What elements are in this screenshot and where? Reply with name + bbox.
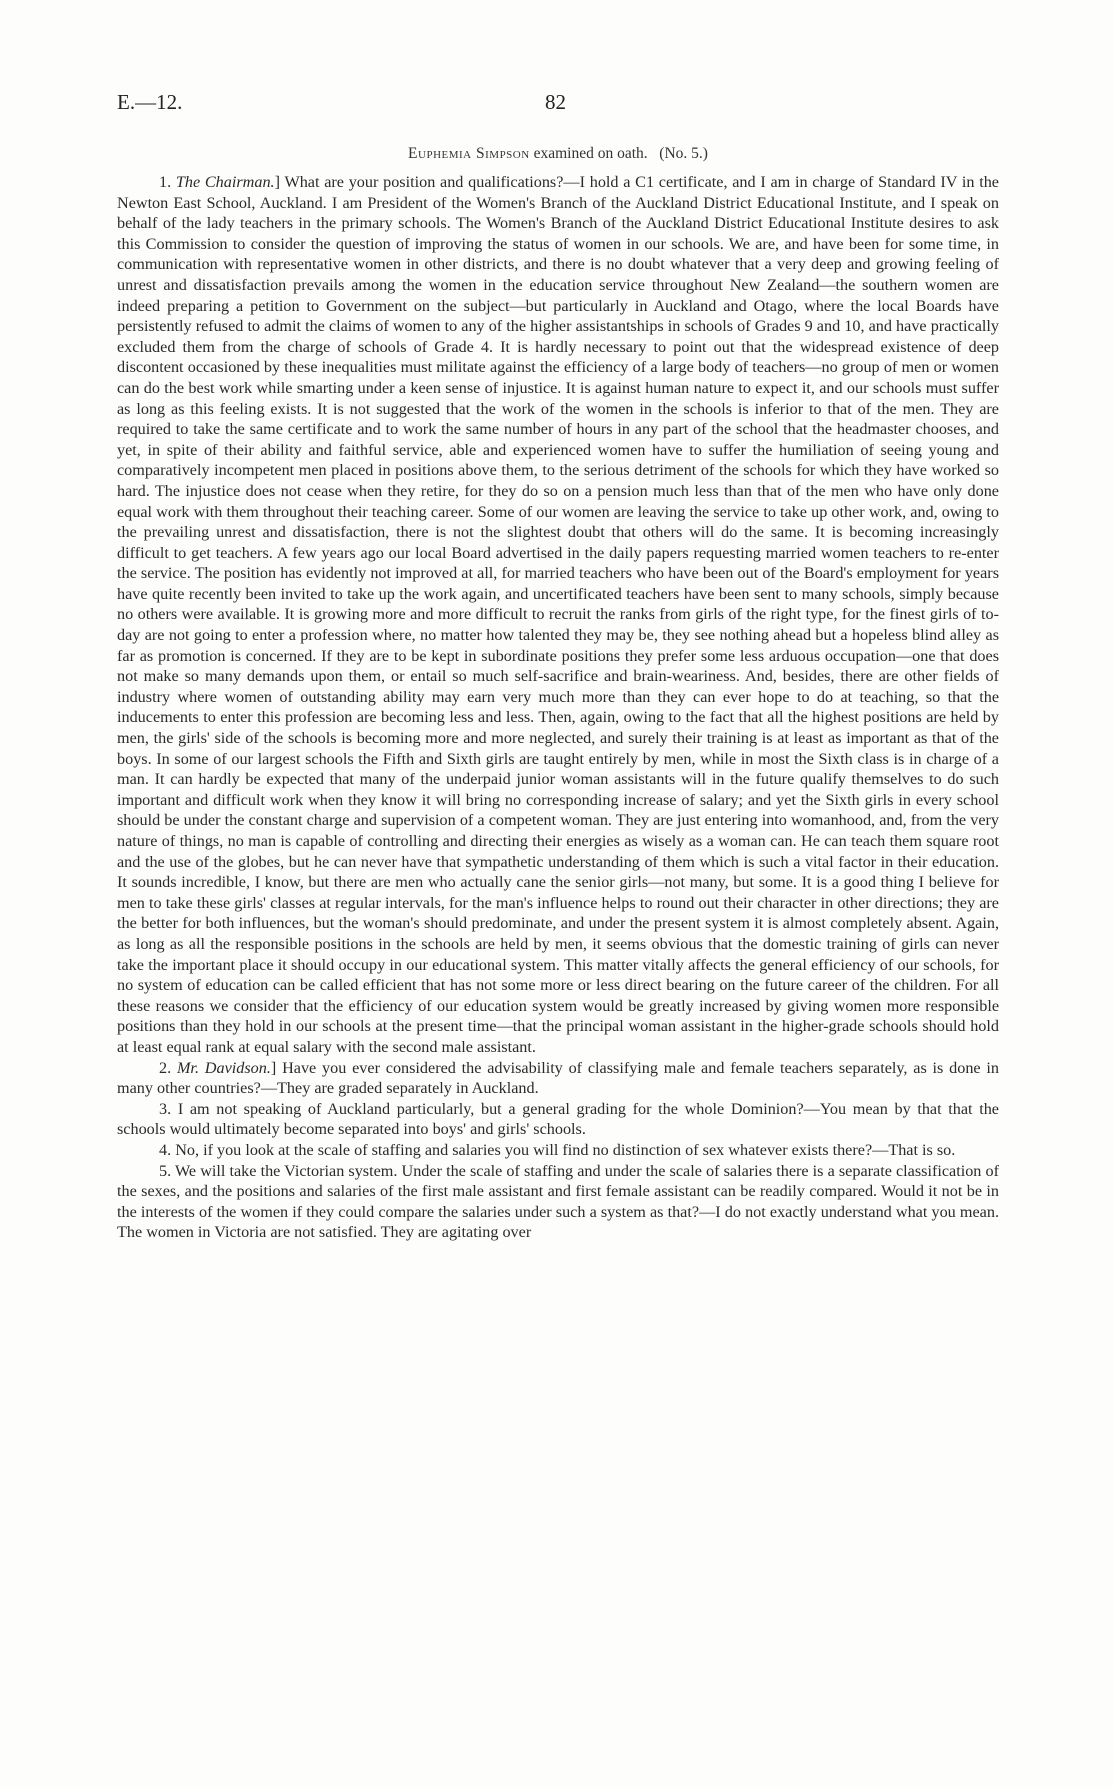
testimony-paragraph: [117, 1058, 999, 1099]
paragraph-text: ] What are your position and qualifications?—I hold a C1 certificate, and I am in charge of Standard IV in the Newton East School, Auckland. I am President of the Women's Branch of the Auckland District Educational Institute, and I speak on behalf of the lady teachers in the primary schools. The Women's Branch of the Auckland District Educational Institute desires to ask this Commission to consider the question of improving the status of women in our schools. We are, and have been for some time, in communication with representative women in other districts, and there is no doubt whatever that a very deep and growing feeling of unrest and dissatisfaction prevails among the women in the education service throughout New Zealand—the southern women are indeed preparing a petition to Government on the subject—but particularly in Auckland and Otago, where the local Boards have persistently refused to admit the claims of women to any of the higher assistantships in schools of Grades 9 and 10, and have practically excluded them from the charge of schools of Grade 4. It is hardly necessary to point out that the widespread existence of deep discontent occasioned by these inequalities must militate against the efficiency of a large body of teachers—no group of men or women can do the best work while smarting under a keen sense of injustice. It is against human nature to expect it, and our schools must suffer as long as this feeling exists. It is not suggested that the work of the women in the schools is inferior to that of the men. They are required to take the same certificate and to work the same number of hours in any part of the school that the headmaster chooses, and yet, in spite of their ability and faithful service, able and experienced women have to suffer the humiliation of seeing young and comparatively incompetent men placed in positions above them, to the serious detriment of the schools for which they have worked so hard. The injustice does not cease when they retire, for they do so on a pension much less than that of the men who have only done equal work with them throughout their teaching career. Some of our women are leaving the service to take up other work, and, owing to the prevailing unrest and dissatisfaction, there is not the slightest doubt that others will do the same. It is becoming increasingly difficult to get teachers. A few years ago our local Board advertised in the daily papers requesting married women teachers to re-enter the service. The position has evidently not improved at all, for married teachers who have been out of the Board's employment for years have quite recently been invited to take up the work again, and uncertificated teachers have been sent to many schools, simply because no others were available. It is growing more and more difficult to recruit the ranks from girls of the right type, for the finest girls of to-day are not going to enter a profession where, no matter how talented they may be, they see nothing ahead but a hopeless blind alley as far as promotion is concerned. If they are to be kept in subordinate positions they prefer some less arduous occupation—one that does not make so many demands upon them, or entail so much self-sacrifice and brain-weariness. And, besides, there are other fields of industry where women of outstanding ability may earn very much more than they can ever hope to do at teaching, so that the inducements to enter this profession are becoming less and less. Then, again, owing to the fact that all the highest positions are held by men, the girls' side of the schools is becoming more and more neglected, and surely their training is at least as important as that of the boys. In some of our largest schools the Fifth and Sixth girls are taught entirely by men, while in most the Sixth class is in charge of a man. It can hardly be expected that many of the underpaid junior woman assistants will in the future qualify themselves to do such important and difficult work when they know it will bring no corresponding increase of salary; and yet the Sixth girls in every school should be under the constant charge and supervision of a competent woman. They are just entering into womanhood, and, from the very nature of things, no man is capable of controlling and directing their energies as wisely as a woman can. He can teach them square root and the use of the globes, but he can never have that sympathetic understanding of them which is such a vital factor in their education. It sounds incredible, I know, but there are men who actually cane the senior girls—not many, but some. It is a good thing I believe for men to take these girls' classes at regular intervals, for the man's influence helps to round out their character in other directions; they are the better for both influences, but the woman's should predominate, and under the present system it is almost completely absent. Again, as long as all the responsible positions in the schools are held by men, it seems obvious that the domestic training of girls can never take the important place it should occupy in our educational system. This matter vitally affects the general efficiency of our schools, for no system of education can be called efficient that has not some more or less direct bearing on the future career of the children. For all these reasons we consider that the efficiency of our education system would be greatly increased by giving women more responsible positions than they hold in our schools at the present time—that the principal woman assistant in the higher-grade schools should hold at least equal rank at equal salary with the second male assistant.: [117, 173, 999, 1056]
speaker-name: The Chairman.: [175, 173, 275, 191]
testimony-paragraph: [117, 1099, 999, 1140]
page-header: [117, 90, 999, 118]
testimony-paragraph: [117, 172, 999, 1058]
question-number: 1.: [159, 173, 172, 191]
witness-name: Euphemia Simpson: [408, 145, 530, 162]
paragraph-text: We will take the Victorian system. Under the scale of staffing and under the scale of salaries there is a separate classification of the sexes, and the positions and salaries of the first male assistant and first female assistant can be readily compared. Would it not be in the interests of the women if they could compare the salaries under such a system as that?—I do not exactly understand what you mean. The women in Victoria are not satisfied. They are agitating over: [117, 1161, 999, 1242]
paragraph-text: No, if you look at the scale of staffing and salaries you will find no distinction of sex whatever exists there?—That is so.: [175, 1140, 956, 1159]
testimony-paragraph: [117, 1161, 999, 1243]
document-reference: E.—12.: [117, 90, 183, 114]
speaker-name: Mr. Davidson.: [176, 1058, 271, 1077]
witness-heading: [117, 145, 999, 163]
question-number: 3.: [159, 1099, 172, 1118]
question-number: 4.: [159, 1140, 172, 1159]
question-number: 2.: [159, 1058, 172, 1077]
witness-note: examined on oath.: [533, 145, 648, 162]
question-number: 5.: [159, 1161, 172, 1180]
testimony-body: [117, 172, 999, 1243]
witness-number: (No. 5.): [659, 145, 708, 162]
page-number: 82: [545, 90, 566, 114]
paragraph-text: ] Have you ever considered the advisability of classifying male and female teachers separately, as is done in many other countries?—They are graded separately in Auckland.: [117, 1058, 1000, 1098]
paragraph-text: I am not speaking of Auckland particularly, but a general grading for the whole Dominion?—You mean by that that the schools would ultimately become separated into boys' and girls' schools.: [117, 1099, 999, 1139]
testimony-paragraph: [117, 1140, 999, 1161]
